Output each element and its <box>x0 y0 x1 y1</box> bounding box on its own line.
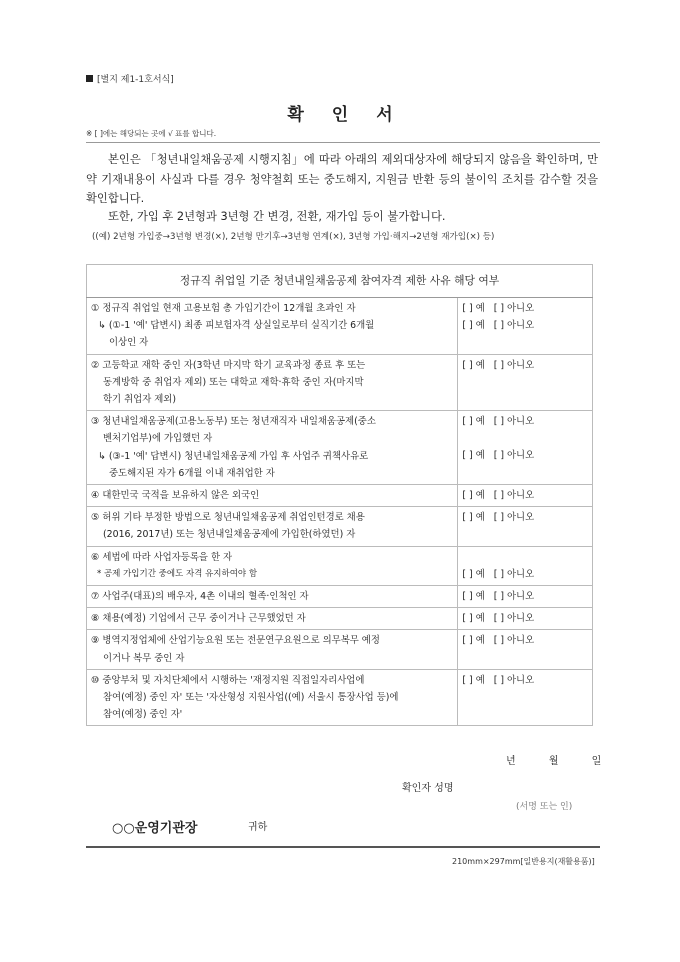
yes-checkbox[interactable]: [ ] 예 <box>462 613 485 625</box>
intro-paragraph: 본인은 「청년내일채움공제 시행지침」에 따라 아래의 제외대상자에 해당되지 않음을 확인하며, 만약 기재내용이 사실과 다를 경우 청약철회 또는 중도해지, 지원금 반환 등의 불이익 조치를 감수할 것을 확인합니다. <box>86 153 598 205</box>
question-cell: ⑩ 중앙부처 및 자치단체에서 시행하는 '재정지원 직접일자리사업에 참여(예정) 중인 자' 또는 '자산형성 지원사업((예) 서울시 통장사업 등)에 참여(예정) 중인 자' <box>87 669 458 726</box>
no-checkbox[interactable]: [ ] 아니오 <box>493 674 535 686</box>
check-note: ※ [ ]에는 해당되는 곳에 √ 표를 합니다. <box>86 129 217 138</box>
no-checkbox[interactable]: [ ] 아니오 <box>493 359 535 371</box>
paper-spec: 210mm×297mm[일반용지(재활용품)] <box>452 857 595 866</box>
eligibility-table <box>86 264 593 726</box>
yes-checkbox[interactable]: [ ] 예 <box>462 568 485 580</box>
divider <box>86 142 600 143</box>
question-cell: ① 정규직 취업일 현재 고용보험 총 가입기간이 12개월 초과인 자 ↳ (①-1 '예' 답변시) 최종 피보험자격 상실일로부터 실직기간 6개월 이상인 자 <box>87 298 458 355</box>
yes-checkbox[interactable]: [ ] 예 <box>462 320 485 332</box>
answer-cell <box>458 630 593 669</box>
table-row <box>87 298 593 355</box>
answer-cell <box>458 354 593 411</box>
intro-examples: ((예) 2년형 가입중→3년형 변경(×), 2년형 만기후→3년형 연계(×), 3년형 가입·해지→2년형 재가입(×) 등) <box>92 232 495 242</box>
yes-checkbox[interactable]: [ ] 예 <box>462 450 485 462</box>
honorific: 귀하 <box>248 822 268 833</box>
yes-checkbox[interactable]: [ ] 예 <box>462 359 485 371</box>
table-row <box>87 485 593 507</box>
date-line: 년 월 일 <box>506 756 602 767</box>
question-cell: ⑤ 허위 기타 부정한 방법으로 청년내일채움공제 취업인턴경로 채용 (2016, 2017년) 또는 청년내일채움공제에 가입한(하였던) 자 <box>87 507 458 546</box>
yes-checkbox[interactable]: [ ] 예 <box>462 303 485 314</box>
table-row <box>87 507 593 546</box>
yes-checkbox[interactable]: [ ] 예 <box>462 591 485 603</box>
no-checkbox[interactable]: [ ] 아니오 <box>493 512 535 524</box>
answer-cell <box>458 586 593 608</box>
page-title: 확인서 <box>287 105 421 125</box>
no-checkbox[interactable]: [ ] 아니오 <box>493 303 535 314</box>
answer-cell <box>458 669 593 726</box>
table-row <box>87 546 593 585</box>
no-checkbox[interactable]: [ ] 아니오 <box>493 416 535 428</box>
no-checkbox[interactable]: [ ] 아니오 <box>493 568 535 580</box>
divider <box>86 846 600 848</box>
no-checkbox[interactable]: [ ] 아니오 <box>493 613 535 625</box>
yes-checkbox[interactable]: [ ] 예 <box>462 490 485 502</box>
question-cell: ④ 대한민국 국적을 보유하지 않은 외국인 <box>87 485 458 507</box>
question-cell: ② 고등학교 재학 중인 자(3학년 마지막 학기 교육과정 종료 후 또는 동계방학 중 취업자 제외) 또는 대학교 재학·휴학 중인 자(마지막 학기 취업자 제외) <box>87 354 458 411</box>
yes-checkbox[interactable]: [ ] 예 <box>462 674 485 686</box>
yes-checkbox[interactable]: [ ] 예 <box>462 635 485 647</box>
table-row <box>87 586 593 608</box>
question-cell: ⑨ 병역지정업체에 산업기능요원 또는 전문연구요원으로 의무복무 예정 이거나 복무 중인 자 <box>87 630 458 669</box>
form-number: [별지 제1-1호서식] <box>86 72 174 85</box>
table-row <box>87 630 593 669</box>
answer-cell <box>458 298 593 355</box>
question-cell: ⑧ 채용(예정) 기업에서 근무 중이거나 근무했었던 자 <box>87 608 458 630</box>
table-row <box>87 354 593 411</box>
answer-cell <box>458 608 593 630</box>
answer-cell <box>458 411 593 485</box>
question-cell: ⑦ 사업주(대표)의 배우자, 4촌 이내의 혈족·인척인 자 <box>87 586 458 608</box>
answer-cell <box>458 485 593 507</box>
table-header: 정규직 취업일 기준 청년내일채움공제 참여자격 제한 사유 해당 여부 <box>87 265 593 298</box>
no-checkbox[interactable]: [ ] 아니오 <box>493 591 535 603</box>
answer-cell <box>458 507 593 546</box>
table-row <box>87 669 593 726</box>
table-row <box>87 608 593 630</box>
square-bullet-icon <box>86 75 93 82</box>
no-checkbox[interactable]: [ ] 아니오 <box>493 635 535 647</box>
yes-checkbox[interactable]: [ ] 예 <box>462 416 485 428</box>
signer-name-label: 확인자 성명 <box>402 783 454 794</box>
yes-checkbox[interactable]: [ ] 예 <box>462 512 485 524</box>
no-checkbox[interactable]: [ ] 아니오 <box>493 320 535 332</box>
intro-paragraph-2: 또한, 가입 후 2년형과 3년형 간 변경, 전환, 재가입 등이 불가합니다. <box>108 210 446 223</box>
signature-hint: (서명 또는 인) <box>516 802 573 812</box>
addressee: ○○운영기관장 <box>112 821 198 836</box>
no-checkbox[interactable]: [ ] 아니오 <box>493 490 535 502</box>
answer-cell <box>458 546 593 585</box>
no-checkbox[interactable]: [ ] 아니오 <box>493 450 535 462</box>
table-row <box>87 411 593 485</box>
question-cell: ⑥ 세법에 따라 사업자등록을 한 자 * 공제 가입기간 중에도 자격 유지하여야 함 <box>87 546 458 585</box>
question-cell: ③ 청년내일채움공제(고용노동부) 또는 청년재직자 내일채움공제(중소 벤처기업부)에 가입했던 자 ↳ (③-1 '예' 답변시) 청년내일채움공제 가입 후 사업주 귀책사유로 중도해지된 자가 6개월 이내 재취업한 자 <box>87 411 458 485</box>
